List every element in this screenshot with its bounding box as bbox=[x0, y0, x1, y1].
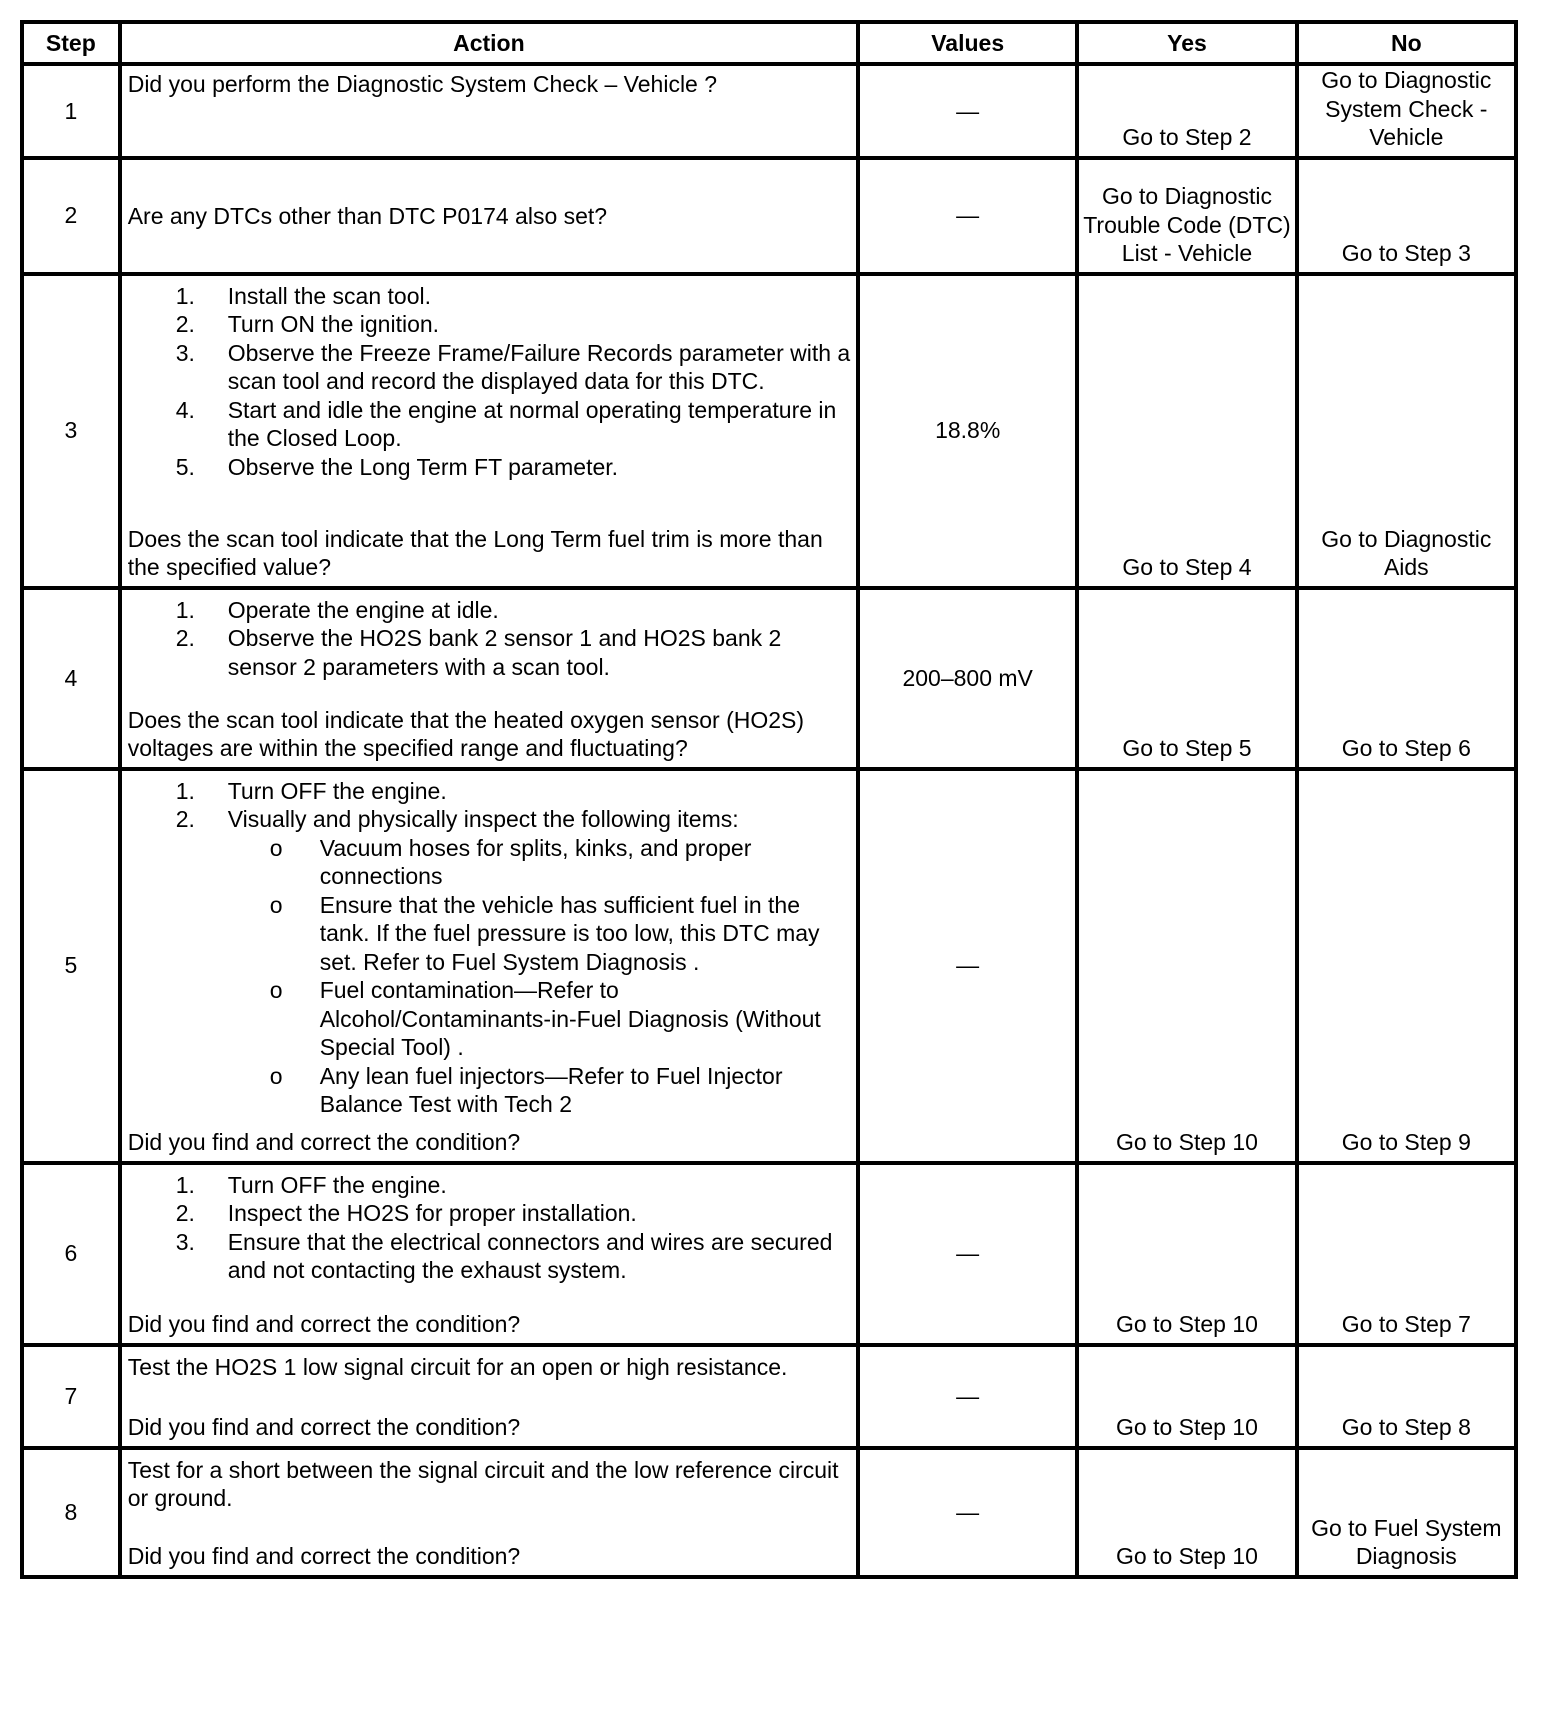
header-row bbox=[22, 22, 1516, 64]
table-row bbox=[22, 274, 1516, 588]
procedure-item: 1. Turn OFF the engine. bbox=[175, 1171, 447, 1198]
step-number: 8 bbox=[22, 1448, 120, 1577]
header-yes: Yes bbox=[1077, 22, 1296, 64]
action-text: Test the HO2S 1 low signal circuit for an open or high resistance. bbox=[127, 1353, 788, 1380]
step-number: 6 bbox=[22, 1163, 120, 1345]
diagnostic-table bbox=[20, 20, 1518, 1579]
no-cell: Go to Step 8 bbox=[1297, 1345, 1516, 1448]
header-values: Values bbox=[858, 22, 1077, 64]
no-cell: Go to Step 6 bbox=[1297, 588, 1516, 769]
no-cell: Go to Diagnostic System Check - Vehicle bbox=[1297, 64, 1516, 158]
action-text: Test for a short between the signal circuit and the low reference circuit or ground. bbox=[127, 1456, 839, 1511]
inspection-item: o Fuel contamination—Refer to Alcohol/Contaminants-in-Fuel Diagnosis (Without Special Tool) . bbox=[269, 977, 821, 1060]
action-cell bbox=[120, 1345, 858, 1448]
action-cell bbox=[120, 274, 858, 588]
step-number: 3 bbox=[22, 274, 120, 588]
table-row bbox=[22, 769, 1516, 1163]
table-row bbox=[22, 64, 1516, 158]
procedure-item: 2. Visually and physically inspect the following items: bbox=[175, 806, 739, 832]
question-text: Does the scan tool indicate that the Long Term fuel trim is more than the specified value? bbox=[127, 525, 823, 580]
value-cell: — bbox=[858, 1163, 1077, 1345]
inspection-item: o Any lean fuel injectors—Refer to Fuel Injector Balance Test with Tech 2 bbox=[269, 1062, 783, 1117]
yes-cell: Go to Step 10 bbox=[1077, 769, 1296, 1163]
no-cell: Go to Step 9 bbox=[1297, 769, 1516, 1163]
procedure-item: 3. Ensure that the electrical connectors and wires are secured and not contacting the exhaust system. bbox=[175, 1228, 833, 1283]
question-text: Does the scan tool indicate that the heated oxygen sensor (HO2S) voltages are within the specified range and fluctuating? bbox=[127, 706, 805, 761]
table-row bbox=[22, 158, 1516, 274]
procedure-list bbox=[128, 282, 852, 482]
yes-cell: Go to Step 10 bbox=[1077, 1345, 1296, 1448]
yes-cell: Go to Step 10 bbox=[1077, 1163, 1296, 1345]
table-row bbox=[22, 1345, 1516, 1448]
header-action: Action bbox=[120, 22, 858, 64]
procedure-list bbox=[128, 777, 852, 834]
no-cell: Go to Step 3 bbox=[1297, 158, 1516, 274]
question-text: Did you find and correct the condition? bbox=[127, 1414, 521, 1440]
table-row bbox=[22, 1163, 1516, 1345]
value-cell: — bbox=[858, 1345, 1077, 1448]
action-text: Are any DTCs other than DTC P0174 also set? bbox=[127, 203, 608, 230]
header-step: Step bbox=[22, 22, 120, 64]
action-text: Did you perform the Diagnostic System Check – Vehicle ? bbox=[127, 71, 718, 97]
step-number: 1 bbox=[22, 64, 120, 158]
value-cell: — bbox=[858, 769, 1077, 1163]
yes-cell: Go to Step 10 bbox=[1077, 1448, 1296, 1577]
question-text: Did you find and correct the condition? bbox=[127, 1129, 521, 1155]
value-cell: — bbox=[858, 1448, 1077, 1577]
yes-cell: Go to Step 5 bbox=[1077, 588, 1296, 769]
procedure-item: 1. Operate the engine at idle. bbox=[175, 596, 499, 623]
procedure-item: 5. Observe the Long Term FT parameter. bbox=[175, 453, 619, 480]
inspection-item: o Ensure that the vehicle has sufficient fuel in the tank. If the fuel pressure is too low, this DTC may set. Refer to Fuel System Diagnosis . bbox=[269, 891, 820, 975]
procedure-item: 2. Observe the HO2S bank 2 sensor 1 and HO2S bank 2 sensor 2 parameters with a scan tool. bbox=[175, 625, 782, 680]
yes-cell: Go to Step 2 bbox=[1077, 64, 1296, 158]
procedure-item: 1. Install the scan tool. bbox=[175, 282, 431, 309]
step-number: 4 bbox=[22, 588, 120, 769]
value-cell: — bbox=[858, 64, 1077, 158]
question-text: Did you find and correct the condition? bbox=[127, 1543, 521, 1569]
no-cell: Go to Fuel System Diagnosis bbox=[1297, 1448, 1516, 1577]
no-cell: Go to Step 7 bbox=[1297, 1163, 1516, 1345]
no-cell: Go to Diagnostic Aids bbox=[1297, 274, 1516, 588]
yes-cell: Go to Step 4 bbox=[1077, 274, 1296, 588]
procedure-item: 2. Inspect the HO2S for proper installation. bbox=[175, 1200, 637, 1226]
question-text: Did you find and correct the condition? bbox=[127, 1311, 521, 1337]
step-number: 2 bbox=[22, 158, 120, 274]
yes-cell: Go to Diagnostic Trouble Code (DTC) List - Vehicle bbox=[1077, 158, 1296, 274]
table-row bbox=[22, 1448, 1516, 1577]
procedure-item: 4. Start and idle the engine at normal operating temperature in the Closed Loop. bbox=[175, 396, 837, 451]
procedure-item: 2. Turn ON the ignition. bbox=[175, 311, 440, 337]
action-cell bbox=[120, 769, 858, 1163]
table-row bbox=[22, 588, 1516, 769]
header-no: No bbox=[1297, 22, 1516, 64]
action-cell bbox=[120, 64, 858, 158]
value-cell: 200–800 mV bbox=[858, 588, 1077, 769]
procedure-list bbox=[128, 1171, 852, 1285]
action-cell bbox=[120, 1448, 858, 1577]
action-cell bbox=[120, 1163, 858, 1345]
value-cell: 18.8% bbox=[858, 274, 1077, 588]
action-cell bbox=[120, 158, 858, 274]
inspection-list bbox=[128, 834, 852, 1119]
inspection-item: o Vacuum hoses for splits, kinks, and proper connections bbox=[269, 834, 752, 889]
action-cell bbox=[120, 588, 858, 769]
procedure-item: 1. Turn OFF the engine. bbox=[175, 777, 447, 804]
step-number: 7 bbox=[22, 1345, 120, 1448]
procedure-item: 3. Observe the Freeze Frame/Failure Records parameter with a scan tool and record the displayed data for this DTC. bbox=[175, 339, 851, 394]
step-number: 5 bbox=[22, 769, 120, 1163]
procedure-list bbox=[128, 596, 852, 682]
value-cell: — bbox=[858, 158, 1077, 274]
